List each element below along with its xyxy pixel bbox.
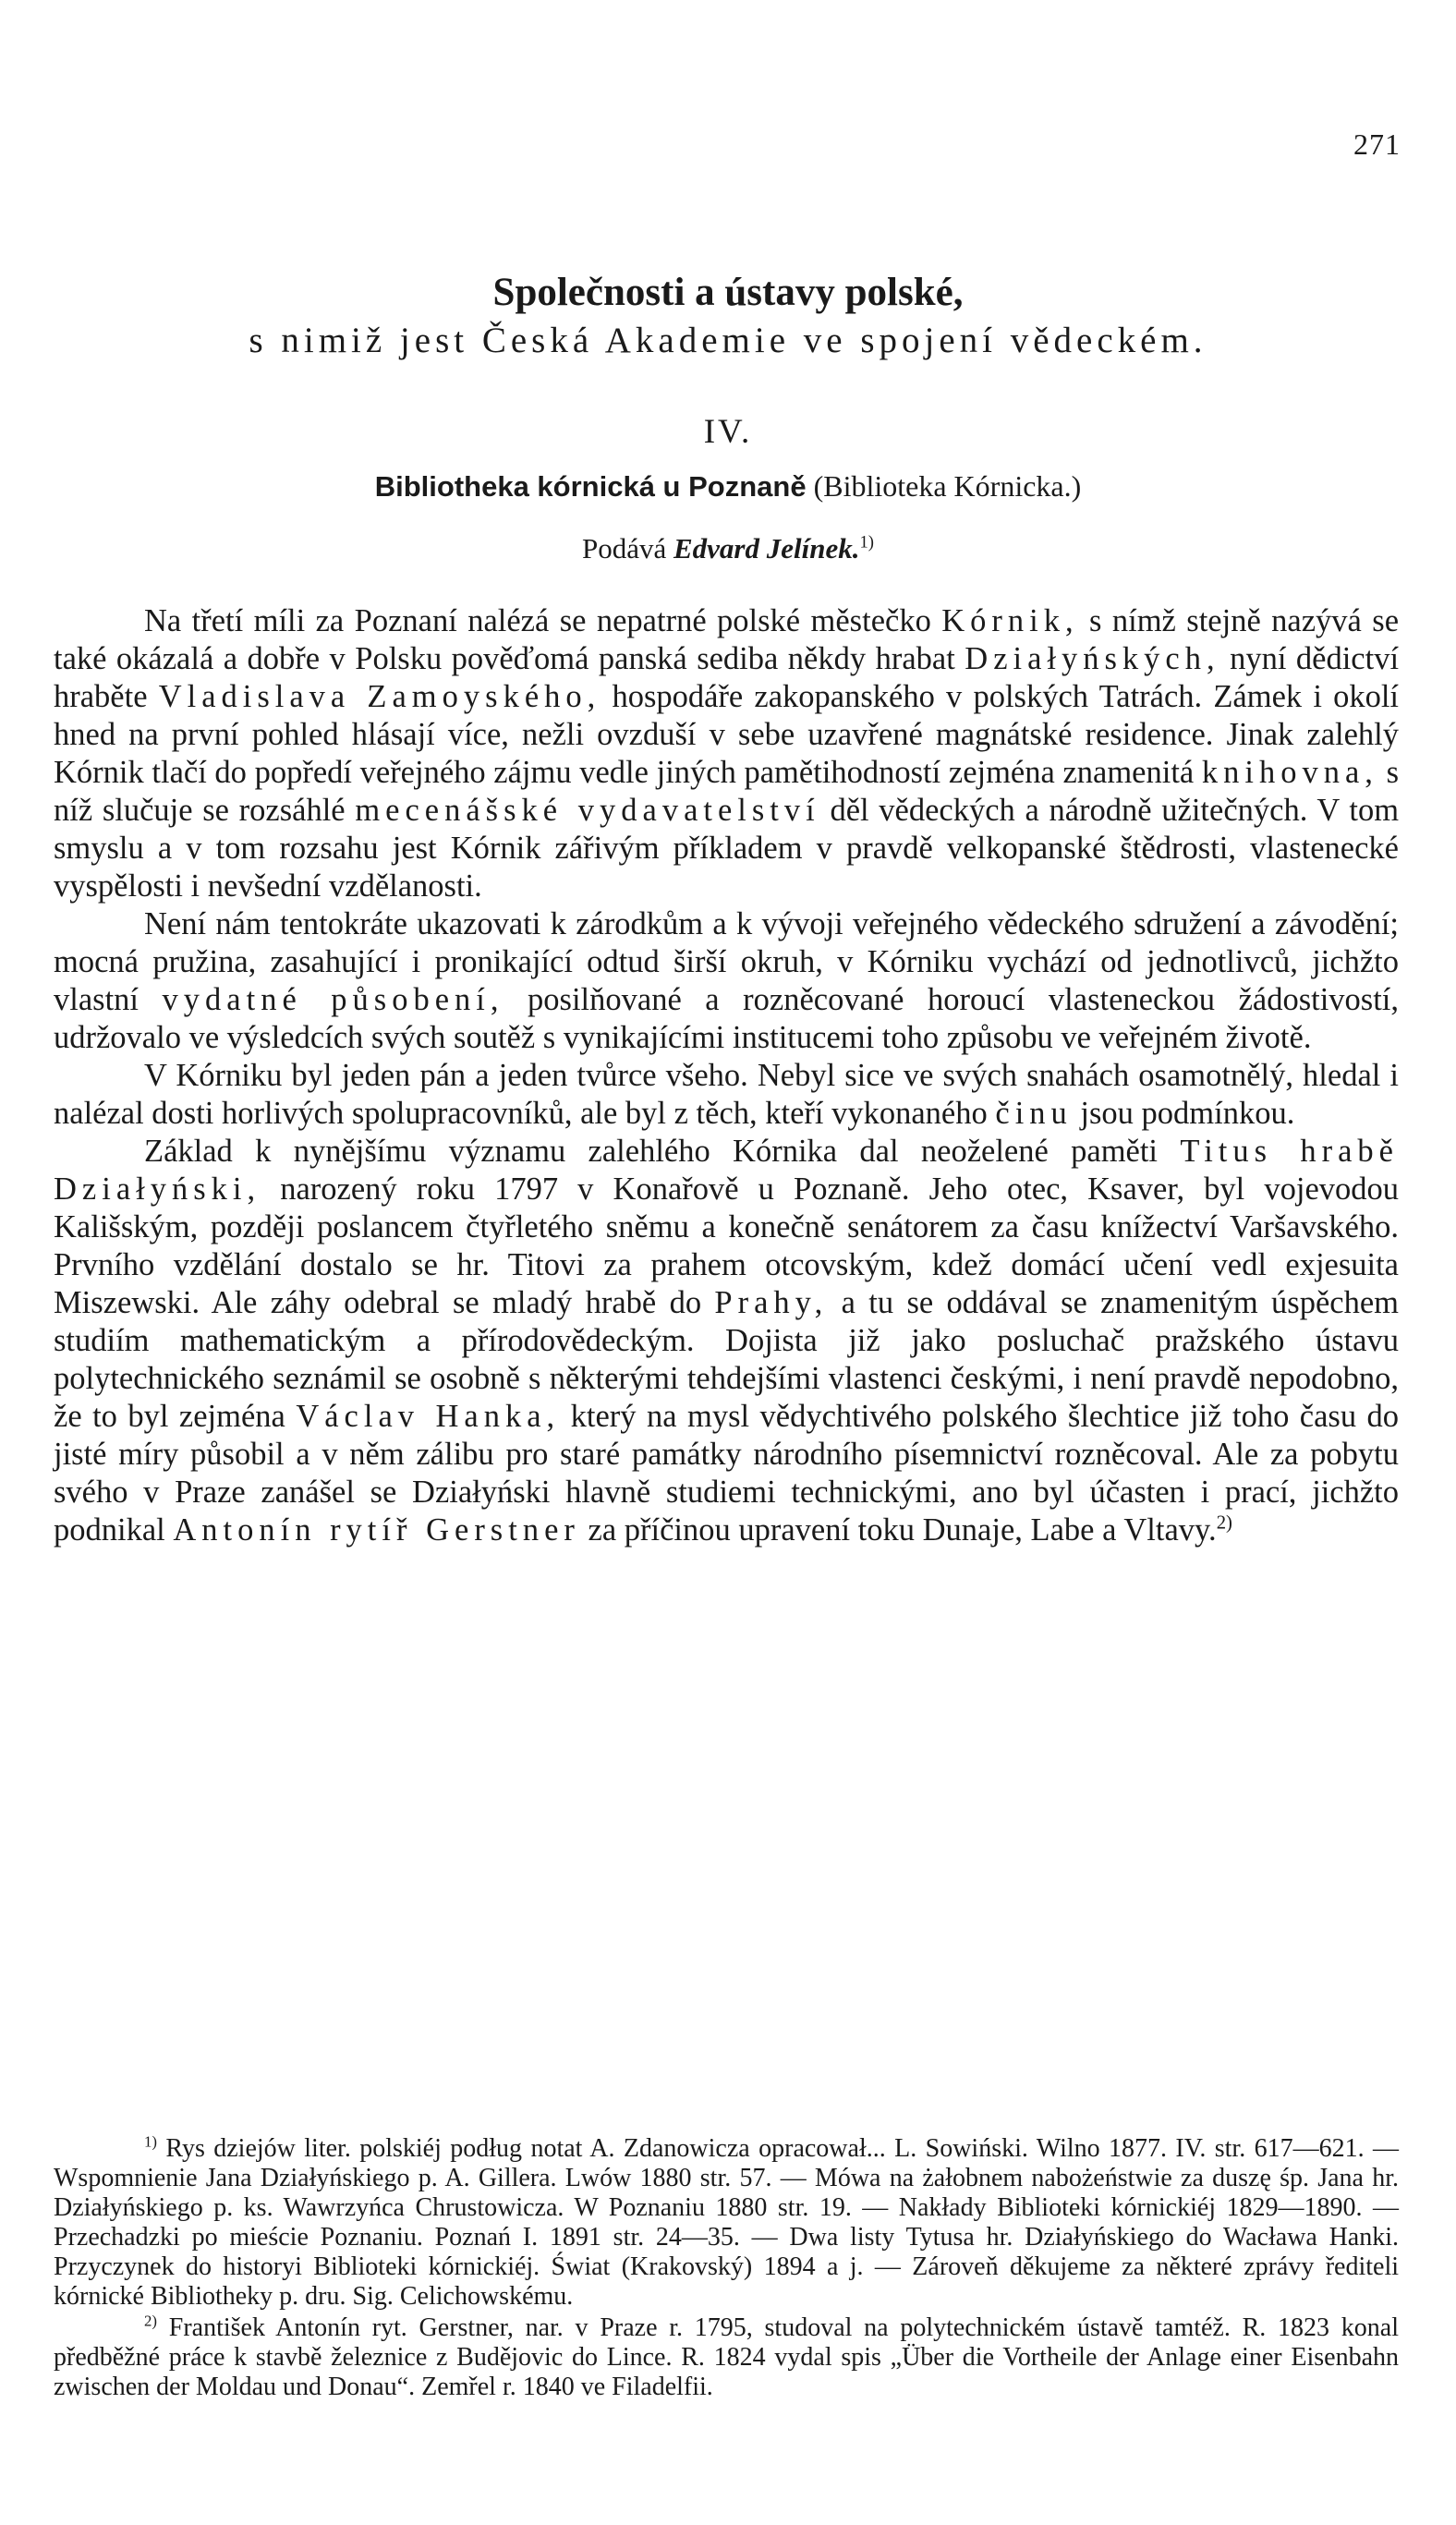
p1-text-f: děl vědeckých a národně užitečných. V tom smyslu a v tom rozsahu jest Kórnik zářivým příkladem v pravdě velkopanské štědrosti, vlastenecké vyspělosti i nevšední vzdělanosti.: [54, 793, 1400, 904]
p3-text-a: V Kórniku byl jeden pán a jeden tvůrce všeho. Nebyl sice ve svých snahách osamotnělý, hledal i nalézal dosti horlivých spolupracovníků, ale byl z těch, kteří vykonaného: [54, 1058, 1399, 1131]
paragraph-1: [54, 602, 1399, 905]
page-number: 271: [1353, 127, 1401, 161]
p1-spaced-dzialynskich: Działyńských,: [965, 641, 1220, 676]
footnote-2-text: František Antonín ryt. Gerstner, nar. v Praze r. 1795, studoval na polytechnickém ústavě tamtéž. R. 1823 konal předběžné práce k stavbě železnice z Budějovic do Lince. R. 1824 vydal spis „Über die Vortheile der Anlage einer Eisenbahn zwischen der Moldau und Donau“. Zemřel r. 1840 ve Filadelfii.: [54, 2313, 1400, 2401]
p3-text-b: jsou podmínkou.: [1080, 1096, 1295, 1131]
section-heading-rest: (Biblioteka Kórnicka.): [813, 469, 1082, 503]
p1-text-e: s níž slučuje se rozsáhlé: [54, 755, 1399, 828]
p1-spaced-kornik: Kórnik,: [941, 603, 1079, 638]
p1-text-c: nyní dědictví hraběte: [54, 641, 1400, 714]
footnote-1-text: Rys dziejów liter. polskiéj podług notat A. Zdanowicza opracował... L. Sowiński. Wilno 1877. IV. str. 617—621. — Wspomnienie Jana Działyńskiego p. A. Gillera. Lwów 1880 str. 57. — Mówa na żałobnem nabożeństwie za duszę śp. Jana hr. Działyńskiego p. ks. Wawrzyńca Chrustowicza. W Poznaniu 1880 str. 19. — Nakłady Biblioteki kórnickiéj 1829—1890. — Przechadzki po mieście Poznaniu. Poznań I. 1891 str. 24—35. — Dwa listy Tytusa hr. Działyńskiego do Wacława Hanki. Przyczynek do historyi Biblioteki kórnickiéj. Świat (Krakovský) 1894 a j. — Zároveň děkujeme za některé zprávy řediteli kórnické Bibliotheky p. dru. Sig. Celichowskému.: [54, 2134, 1400, 2311]
p1-text-d: hospodáře zakopanského v polských Tatrách. Zámek i okolí hned na první pohled hlásají více, nežli ovzduší v sebe uzavřené magnátské residence. Jinak zalehlý Kórnik tlačí do popředí veřejného zájmu vedle jiných pamětihodností zejména znamenitá: [54, 679, 1400, 790]
footnote-2: [54, 2313, 1399, 2402]
section-heading-bold: Bibliotheka kórnická u Poznaně: [374, 470, 807, 503]
p4-spaced-titus: Titus hrabě Działyński,: [54, 1134, 1399, 1207]
footnote-ref-2: 2): [1216, 1512, 1232, 1534]
p4-spaced-hanka: Václav Hanka,: [296, 1399, 561, 1434]
p4-text-c: a tu se oddával se znamenitým úspěchem studiím mathematickým a přírodovědeckým. Dojista již jako posluchač pražského ústavu polytechnického seznámil se osobně s některými tehdejšími vlastenci českými, i není pravdě nepodobno, že to byl zejména: [54, 1285, 1399, 1434]
p1-text-a: Na třetí míli za Poznaní nalézá se nepatrné polské městečko: [144, 603, 931, 638]
p4-spaced-prahy: Prahy,: [714, 1285, 829, 1320]
p2-spaced-vydatne: vydatné působení,: [162, 982, 504, 1017]
p1-text-b: s nímž stejně nazývá se také okázalá a dobře v Polsku pověďomá panská sediba někdy hrabat: [54, 603, 1400, 676]
paragraph-4: [54, 1133, 1399, 1549]
article-title: Společnosti a ústavy polské,: [492, 271, 964, 314]
author-name: Edvard Jelínek.: [673, 532, 860, 564]
section-numeral: IV.: [703, 413, 753, 451]
footnotes: [54, 2134, 1399, 2404]
section-heading: [0, 469, 1456, 504]
p1-spaced-mecenasske: mecenášské vydavatelství: [355, 793, 820, 828]
p4-text-b: narozený roku 1797 v Konařově u Poznaně. Jeho otec, Ksaver, byl vojevodou Kališským, později poslancem čtyřletého sněmu a konečně senátorem za času knížectví Varšavského. Prvního vzdělání dostalo se hr. Titovi za prahem otcovským, kdež domácí učení vedl exjesuita Miszewski. Ale záhy odebral se mladý hrabě do: [54, 1171, 1400, 1320]
p2-text-a: Není nám tentokráte ukazovati k zárodkům a k vývoji veřejného vědeckého sdružení a závodění; mocná pružina, zasahující i pronikající odtud širší okruh, v Kórniku vychází od jednotlivců, jichžto vlastní: [54, 906, 1399, 1017]
p4-text-d: který na mysl vědychtivého polského šlechtice již toho času do jisté míry působil a v něm zálibu pro staré památky národního písemnictví rozněcoval. Ale za pobytu svého v Praze zanášel se Działyński hlavně studiemi technickými, ano byl účasten i prací, jichžto podnikal: [54, 1399, 1400, 1548]
body-text: [54, 602, 1399, 1549]
article-subtitle: s nimiž jest Česká Akademie ve spojení vědeckém.: [249, 321, 1207, 360]
p4-text-e: za příčinou upravení toku Dunaje, Labe a Vltavy.: [588, 1512, 1217, 1548]
p4-text-a: Základ k nynějšímu významu zalehlého Kórnika dal neoželené paměti: [144, 1134, 1159, 1169]
footnote-1: [54, 2134, 1399, 2312]
byline: [0, 532, 1456, 565]
footnote-2-mark: 2): [144, 2312, 157, 2330]
p3-spaced-cinu: činu: [995, 1096, 1073, 1131]
p1-spaced-knihovna: knihovna,: [1201, 755, 1378, 790]
paragraph-3: [54, 1057, 1399, 1133]
p4-spaced-gerstner: Antonín rytíř Gerstner: [173, 1512, 580, 1548]
footnote-1-mark: 1): [144, 2132, 157, 2151]
paragraph-2: [54, 905, 1399, 1057]
p1-spaced-vladislava: Vladislava Zamoyského,: [158, 679, 601, 714]
byline-prefix: Podává: [581, 532, 667, 564]
footnote-ref-1: 1): [859, 532, 874, 552]
p2-text-b: posilňované a rozněcované horoucí vlasteneckou žádostivostí, udržovalo ve výsledcích svých soutěž s vynikajícími institucemi toho způsobu ve veřejném životě.: [54, 982, 1400, 1055]
